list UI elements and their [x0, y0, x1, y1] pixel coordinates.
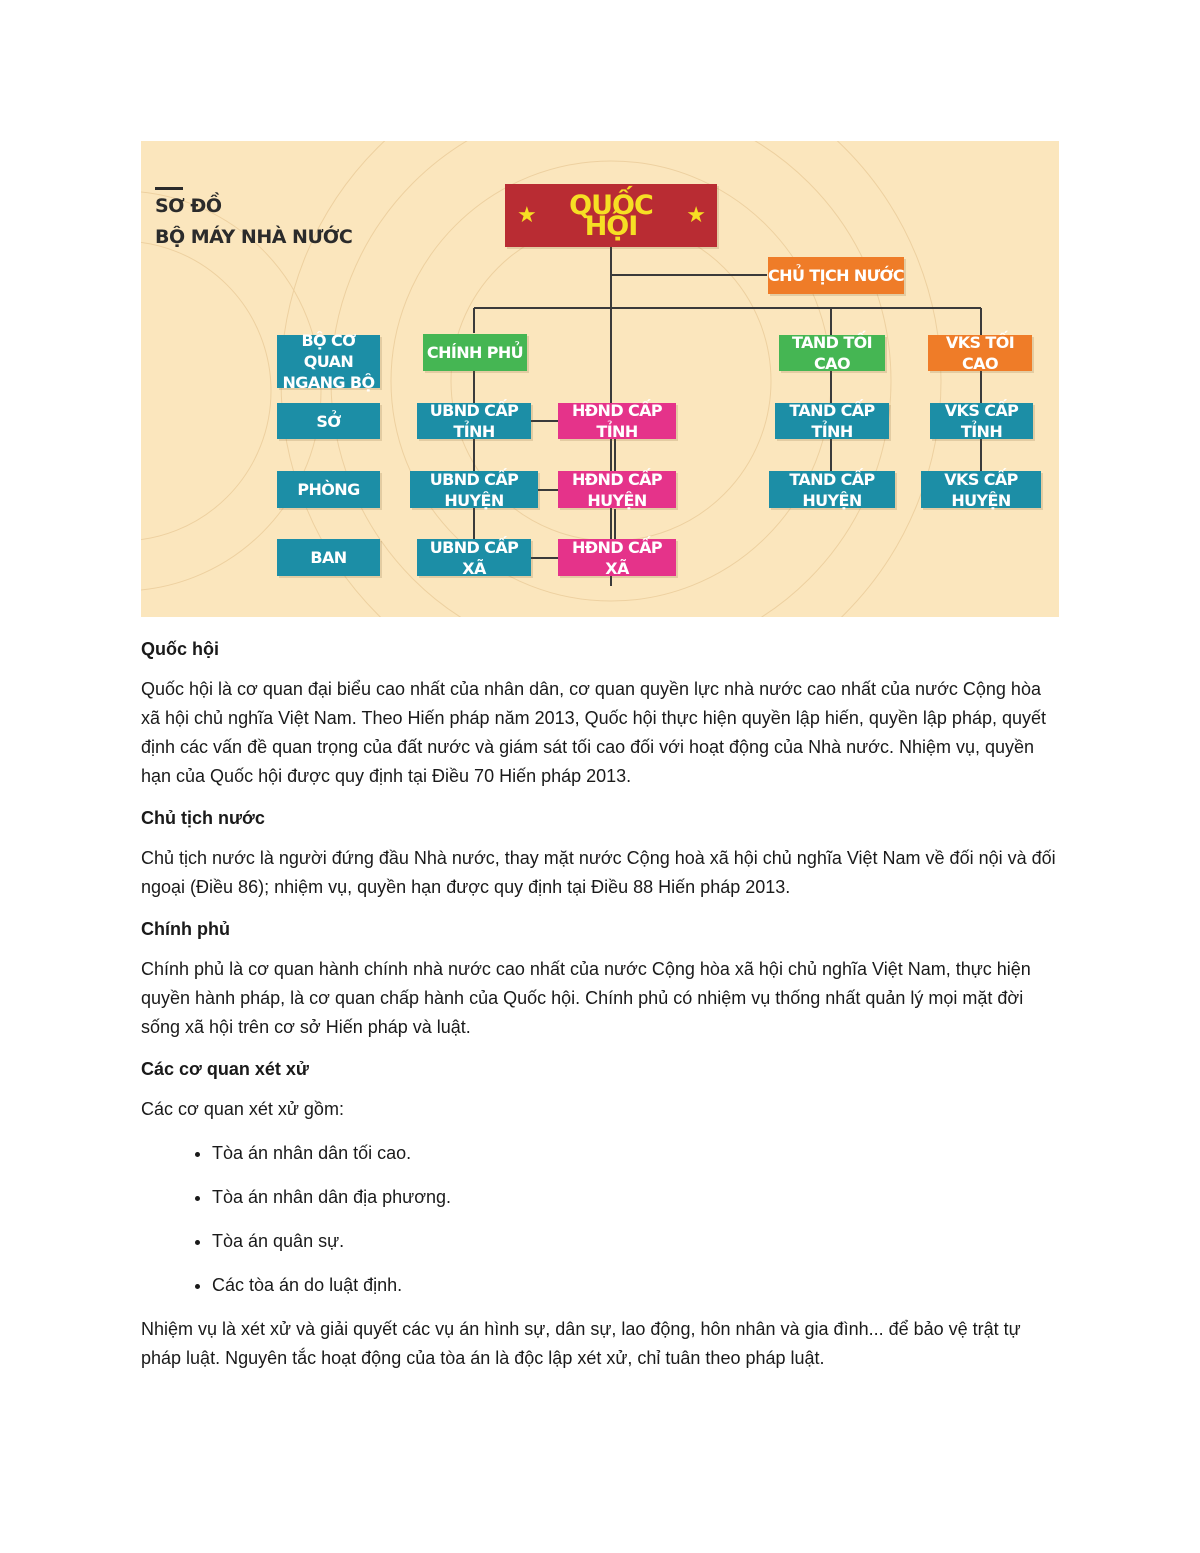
- box-vks-toi-cao-label: VKS TỐI CAO: [945, 333, 1015, 373]
- box-tand-cap-huyen-label: TAND CẤP HUYỆN: [789, 469, 875, 510]
- box-hdnd-cap-xa: [558, 539, 676, 576]
- heading-chinh-phu: Chính phủ: [141, 919, 230, 939]
- box-tand-cap-huyen: [769, 471, 895, 508]
- title-dash: [155, 187, 183, 190]
- box-vks-cap-tinh-label: VKS CẤP TỈNH: [944, 401, 1019, 441]
- box-tand-toi-cao: [779, 335, 885, 371]
- box-ban: [277, 539, 380, 576]
- document-body: [141, 628, 1059, 1388]
- star-icon: ★: [686, 203, 705, 228]
- heading-chu-tich-nuoc: Chủ tịch nước: [141, 808, 265, 828]
- box-hdnd-cap-huyen: [558, 471, 676, 508]
- box-ban-label: BAN: [310, 548, 347, 567]
- diagram-title: [155, 191, 352, 253]
- paragraph-co-quan-xet-xu-closing: Nhiệm vụ là xét xử và giải quyết các vụ án hình sự, dân sự, lao động, hôn nhân và gia đình... để bảo vệ trật tự pháp luật. Nguyên tắc hoạt động của tòa án là độc lập xét xử, chỉ tuân theo pháp luật.: [141, 1319, 1021, 1368]
- paragraph-co-quan-xet-xu-intro: Các cơ quan xét xử gồm:: [141, 1099, 344, 1119]
- list-item: • Tòa án nhân dân tối cao.: [212, 1139, 1059, 1168]
- box-ubnd-cap-xa: [417, 539, 531, 576]
- star-icon: ★: [517, 203, 536, 228]
- box-hdnd-cap-xa-label: HĐND CẤP XÃ: [571, 537, 663, 578]
- list-item: • Tòa án nhân dân địa phương.: [212, 1183, 1059, 1212]
- box-tand-cap-tinh-label: TAND CẤP TỈNH: [789, 401, 875, 441]
- box-chu-tich-nuoc: [768, 257, 904, 294]
- box-so: [277, 403, 380, 439]
- heading-co-quan-xet-xu: Các cơ quan xét xử: [141, 1059, 309, 1079]
- box-bo-co-quan-line1: BỘ CƠ QUAN: [301, 331, 356, 371]
- list-item: • Tòa án quân sự.: [212, 1227, 1059, 1256]
- box-hdnd-cap-tinh: [558, 403, 676, 439]
- box-bo-co-quan-line2: NGANG BỘ: [282, 373, 375, 392]
- box-quoc-hoi-label: QUỐC HỘI: [569, 189, 653, 242]
- box-vks-cap-huyen-label: VKS CẤP HUYỆN: [944, 469, 1018, 510]
- diagram-title-line1: SƠ ĐỒ: [155, 195, 222, 217]
- box-ubnd-cap-tinh-label: UBND CẤP TỈNH: [429, 401, 519, 441]
- state-apparatus-diagram: [141, 141, 1059, 617]
- box-hdnd-cap-huyen-label: HĐND CẤP HUYỆN: [571, 469, 663, 510]
- paragraph-chu-tich-nuoc: Chủ tịch nước là người đứng đầu Nhà nước, thay mặt nước Cộng hoà xã hội chủ nghĩa Việt Nam về đối nội và đối ngoại (Điều 86); nhiệm vụ, quyền hạn được quy định tại Điều 88 Hiến pháp 2013.: [141, 848, 1056, 897]
- box-tand-toi-cao-label: TAND TỐI CAO: [792, 333, 872, 373]
- box-vks-cap-tinh: [930, 403, 1033, 439]
- box-chinh-phu: [423, 334, 527, 371]
- diagram-title-line2: BỘ MÁY NHÀ NƯỚC: [155, 226, 353, 248]
- box-hdnd-cap-tinh-label: HĐND CẤP TỈNH: [571, 401, 663, 441]
- list-co-quan-xet-xu: [141, 1139, 1059, 1300]
- paragraph-chinh-phu: Chính phủ là cơ quan hành chính nhà nước cao nhất của nước Cộng hòa xã hội chủ nghĩa Việt Nam, thực hiện quyền hành pháp, là cơ quan chấp hành của Quốc hội. Chính phủ có nhiệm vụ thống nhất quản lý mọi mặt đời sống xã hội trên cơ sở Hiến pháp và luật.: [141, 959, 1031, 1037]
- box-phong: [277, 471, 380, 508]
- heading-quoc-hoi: Quốc hội: [141, 639, 219, 659]
- box-ubnd-cap-huyen-label: UBND CẤP HUYỆN: [429, 469, 519, 510]
- box-phong-label: PHÒNG: [297, 480, 360, 499]
- box-vks-toi-cao: [928, 335, 1032, 371]
- box-ubnd-cap-huyen: [410, 471, 538, 508]
- box-chu-tich-nuoc-label: CHỦ TỊCH NƯỚC: [768, 266, 904, 285]
- list-item: • Các tòa án do luật định.: [212, 1271, 1059, 1300]
- paragraph-quoc-hoi: Quốc hội là cơ quan đại biểu cao nhất của nhân dân, cơ quan quyền lực nhà nước cao nhất của nước Cộng hòa xã hội chủ nghĩa Việt Nam. Theo Hiến pháp năm 2013, Quốc hội thực hiện quyền lập hiến, quyền lập pháp, quyết định các vấn đề quan trọng của đất nước và giám sát tối cao đối với hoạt động của Nhà nước. Nhiệm vụ, quyền hạn của Quốc hội được quy định tại Điều 70 Hiến pháp 2013.: [141, 679, 1047, 786]
- box-quoc-hoi: [505, 184, 717, 247]
- box-chinh-phu-label: CHÍNH PHỦ: [426, 343, 524, 362]
- box-vks-cap-huyen: [921, 471, 1041, 508]
- box-ubnd-cap-xa-label: UBND CẤP XÃ: [429, 537, 519, 578]
- box-tand-cap-tinh: [775, 403, 889, 439]
- box-so-label: SỞ: [316, 411, 341, 431]
- box-bo-co-quan-ngang-bo: [277, 331, 380, 392]
- box-ubnd-cap-tinh: [417, 403, 531, 439]
